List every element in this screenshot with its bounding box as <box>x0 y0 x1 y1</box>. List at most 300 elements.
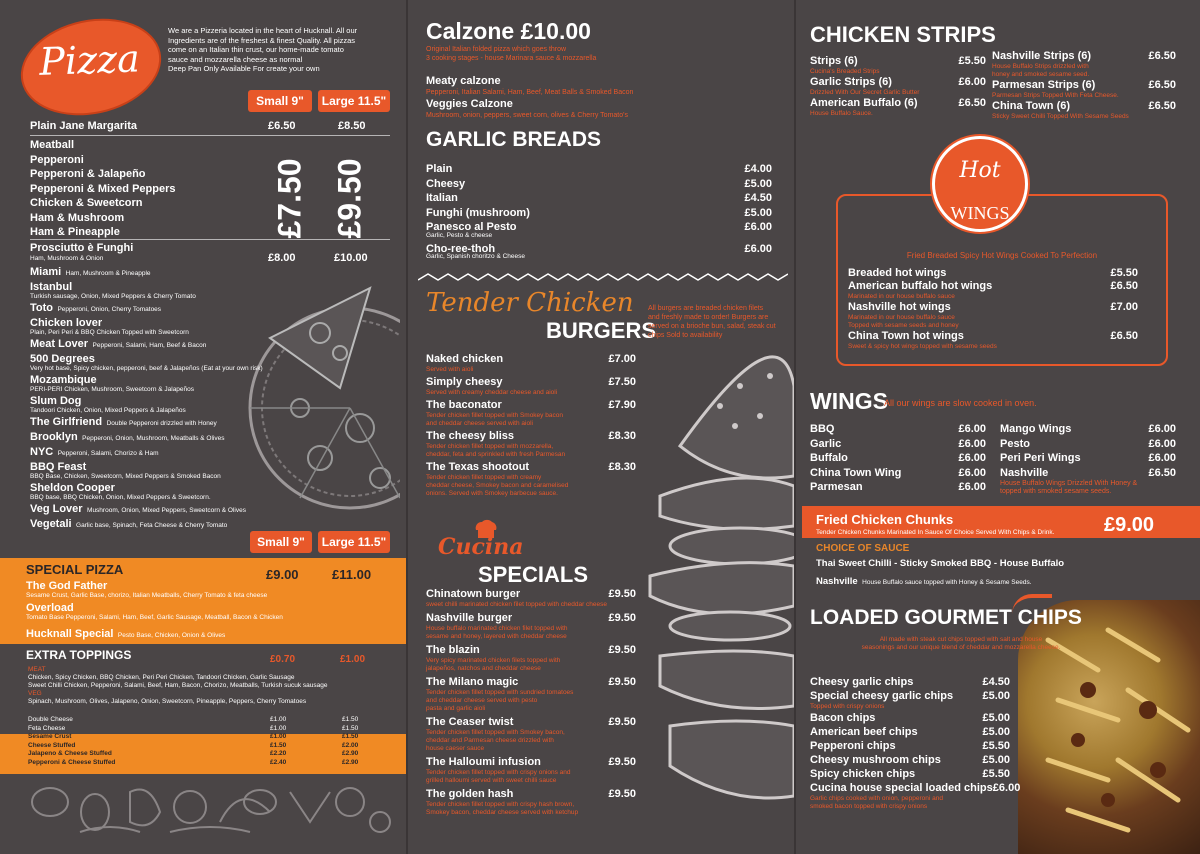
pizza-item-desc: Mushroom, Onion, Mixed Peppers, Sweetcorn & Olives <box>87 507 246 514</box>
menu-row <box>810 712 1010 725</box>
pizza-item-desc: Garlic base, Spinach, Feta Cheese & Cherry Tomato <box>76 522 228 529</box>
menu-row <box>426 399 636 412</box>
wings-title: WINGS <box>810 388 888 414</box>
extra-name: Double Cheese <box>28 716 73 723</box>
pizza-item-name: Chicken lover <box>30 317 103 329</box>
wing-row <box>1000 422 1176 437</box>
garlic-item-desc: Garlic, Spanish choritzo & Cheese <box>426 253 525 260</box>
menu-row <box>810 754 1010 767</box>
menu-item-desc: Served with aioli <box>426 366 474 373</box>
pizza-item <box>30 461 320 481</box>
menu-item-price: £8.30 <box>608 461 636 473</box>
menu-item-name: Cheesy garlic chips <box>810 676 914 688</box>
pizza-item <box>30 317 320 337</box>
menu-item-desc: Parmesan Strips Topped With Feta Cheese. <box>992 92 1119 99</box>
pizza-item-name: Miami <box>30 266 62 278</box>
wing-price: £6.00 <box>1148 437 1176 450</box>
menu-row <box>810 690 1010 703</box>
burger-sketch-illustration <box>640 326 794 854</box>
wing-row <box>1000 466 1176 481</box>
menu-item-price: £6.00 <box>958 76 986 88</box>
menu-row <box>426 353 636 366</box>
wings-right-list <box>1000 422 1176 480</box>
spacer <box>426 817 636 820</box>
menu-item-price: £6.50 <box>1110 280 1138 292</box>
wings-tagline: All our wings are slow cooked in oven. <box>884 398 1037 408</box>
menu-item-price: £9.50 <box>608 756 636 768</box>
menu-item-desc: pasta and garlic aioli <box>426 705 486 712</box>
menu-item-name: Simply cheesy <box>426 376 503 388</box>
hot-script: Hot <box>959 158 1001 183</box>
pizza-item-name: Slum Dog <box>30 395 82 407</box>
calzone-item-0: Meaty calzone <box>426 75 501 87</box>
menu-item-price: £6.50 <box>1110 330 1138 342</box>
pizza-item <box>30 302 320 314</box>
burgers-script-title: Tender Chicken <box>426 288 634 318</box>
menu-item-name: American beef chips <box>810 726 918 738</box>
hot-wings-tagline: Fried Breaded Spicy Hot Wings Cooked To Perfection <box>906 251 1098 260</box>
extra-row <box>28 716 368 725</box>
pizza-item-name: Veg Lover <box>30 503 83 515</box>
menu-row <box>426 788 636 801</box>
garlic-item-price: £4.50 <box>744 192 772 204</box>
pizza-item-name: BBQ Feast <box>30 461 87 473</box>
menu-item-price: £7.50 <box>608 376 636 388</box>
menu-row <box>810 55 986 68</box>
zigzag-divider <box>418 272 788 282</box>
extra-name: Jalapeno & Cheese Stuffed <box>28 750 112 757</box>
special-title: SPECIAL PIZZA <box>26 562 124 577</box>
chips-intro: All made with steak cut chips topped with salt and house seasonings and our unique blend of cheddar and mozzarella cheese. <box>861 636 1061 651</box>
garlic-row <box>426 162 772 177</box>
pizza-item-desc: BBQ base, BBQ Chicken, Onion, Mixed Peppers & Sweetcorn. <box>30 494 211 501</box>
wing-name: Garlic <box>810 437 842 450</box>
calzone-desc2: 3 cooking stages - house Marinara sauce & mozzarella <box>426 55 597 62</box>
menu-item-name: Garlic Strips (6) <box>810 76 892 88</box>
group1-large-price: £9.50 <box>331 158 368 239</box>
wing-price: £6.00 <box>958 466 986 479</box>
menu-row <box>426 644 636 657</box>
menu-row <box>848 301 1138 314</box>
garlic-item-name: Panesco al Pesto <box>426 221 517 233</box>
menu-row <box>810 782 1021 795</box>
menu-item-name: Bacon chips <box>810 712 876 724</box>
margarita-name: Plain Jane Margarita <box>30 120 137 132</box>
extra-row <box>28 750 368 759</box>
extras-list <box>28 716 368 767</box>
menu-item-desc: Topped with sesame seeds and honey <box>848 322 959 329</box>
menu-row <box>848 267 1138 280</box>
menu-row <box>848 280 1138 293</box>
menu-item-name: The Halloumi infusion <box>426 756 541 768</box>
menu-item-name: Nashville burger <box>426 612 513 624</box>
pizza-item <box>30 395 320 415</box>
menu-item-desc: grilled halloumi served with sweet chilli sauce <box>426 777 557 784</box>
funghi-large: £10.00 <box>334 252 368 264</box>
wing-price: £6.00 <box>958 423 986 435</box>
specials-list <box>426 588 636 820</box>
extra-row <box>28 759 368 768</box>
extra-small: £1.50 <box>270 741 287 749</box>
funghi-desc: Ham, Mushroom & Onion <box>30 255 104 262</box>
pizza-item-name: Brooklyn <box>30 431 78 443</box>
pizza-item-desc: Pepperoni, Salami, Ham, Beef & Bacon <box>92 342 207 349</box>
pizza-item <box>30 281 320 301</box>
extra-name: Feta Cheese <box>28 724 66 732</box>
menu-item-desc: Smokey bacon, cheddar cheese served with ketchup <box>426 809 579 816</box>
menu-item-name: The Milano magic <box>426 676 519 688</box>
specials-title: SPECIALS <box>478 562 589 587</box>
menu-item-price: £5.00 <box>982 754 1010 766</box>
chips-list <box>810 676 1021 812</box>
extra-name: Sesame Crust <box>28 733 72 740</box>
menu-item-name: The Texas shootout <box>426 461 530 473</box>
menu-item-price: £5.00 <box>982 690 1010 702</box>
wing-name: Buffalo <box>810 452 848 464</box>
menu-item-desc: cheddar, feta and sprinkled with fresh Parmesan <box>426 451 566 458</box>
menu-item-price: £9.50 <box>608 788 636 800</box>
menu-row <box>426 588 636 601</box>
pizza-item-name: The Girlfriend <box>30 416 103 428</box>
wings-left-list <box>810 422 986 495</box>
extra-large: £2.90 <box>342 758 359 766</box>
pizza-panel <box>0 0 406 854</box>
wing-row <box>810 451 986 466</box>
menu-item-name: Breaded hot wings <box>848 267 947 279</box>
garlic-list <box>426 162 772 263</box>
special-list: The God Father Sesame Crust, Garlic Base, chorizo, Italian Meatballs, Cherry Tomato & feta cheese Overload Tomato Base Pepperoni, Salami, Ham, Beef, Garlic Sausage, Meatball, Bacon & Chicken Hucknall Special Pesto Base, Chicken, Onion & Olives <box>26 580 283 640</box>
group2-list <box>30 266 320 533</box>
calzone-desc1: Original Italian folded pizza which goes throw <box>426 46 567 53</box>
pizza-item-name: Sheldon Cooper <box>30 482 115 494</box>
wing-name: China Town Wing <box>810 466 902 479</box>
pizza-item-desc: Pepperoni, Onion, Mushroom, Meatballs & Olives <box>82 435 225 442</box>
menu-item-desc: Marinated in our house buffalo sauce <box>848 293 955 300</box>
menu-item-name: Parmesan Strips (6) <box>992 79 1096 91</box>
menu-item-desc: Topped with crispy onions <box>810 703 885 710</box>
garlic-item-price: £5.00 <box>744 177 772 190</box>
specials-script-title: Cucina <box>438 534 524 560</box>
divider <box>30 239 390 240</box>
menu-row <box>992 100 1176 113</box>
size-large-button[interactable]: Large 11.5" <box>318 90 390 112</box>
pizza-item <box>30 353 320 373</box>
menu-item-price: £5.00 <box>982 712 1010 724</box>
menu-item-desc: sesame and honey, layered with cheddar cheese <box>426 633 567 640</box>
pizza-logo <box>14 9 168 126</box>
extra-row <box>28 742 368 751</box>
garlic-row <box>426 177 772 192</box>
wing-name: Mango Wings <box>1000 423 1072 435</box>
menu-row <box>426 716 636 729</box>
garlic-item-desc: Garlic, Pesto & cheese <box>426 231 493 239</box>
menu-item-price: £6.00 <box>992 782 1021 794</box>
garlic-title: GARLIC BREADS <box>426 128 602 151</box>
menu-item-name: Chinatown burger <box>426 588 521 600</box>
menu-item-price: £5.50 <box>982 768 1010 780</box>
chunks-price: £9.00 <box>1104 514 1155 536</box>
menu-item-desc: House Buffalo Strips drizzled with <box>992 63 1089 70</box>
wing-price: £6.00 <box>958 452 986 464</box>
menu-row <box>848 330 1138 343</box>
pizza-item-desc: Double Pepperoni drizzled with Honey <box>106 420 217 427</box>
menu-item-name: The cheesy bliss <box>426 430 515 442</box>
pizza-item-desc: Pepperoni, Salami, Chorizo & Ham <box>57 450 159 457</box>
pizza-item <box>30 416 320 428</box>
chips-title: LOADED GOURMET CHIPS <box>810 606 1082 629</box>
garlic-item-name: Funghi (mushroom) <box>426 206 530 219</box>
menu-item-name: American Buffalo (6) <box>810 97 918 109</box>
calzone-item-1-desc: Mushroom, onion, peppers, sweet corn, olives & Cherry Tomato's <box>426 112 628 119</box>
extra-small: £1.00 <box>270 716 287 723</box>
wing-price: £6.00 <box>1148 423 1176 435</box>
extra-name: Cheese Stuffed <box>28 741 76 749</box>
menu-item-name: Nashville Strips (6) <box>992 50 1092 62</box>
strips-right-list <box>992 50 1176 121</box>
group1-small-price: £7.50 <box>271 158 308 239</box>
wing-row <box>810 480 986 495</box>
menu-item-desc: Drizzled With Our Secret Garlic Butter <box>810 89 920 96</box>
pizza-item-name: Vegetali <box>30 518 72 530</box>
pizza-item-name: NYC <box>30 446 54 458</box>
calzone-item-0-desc: Pepperoni, Italian Salami, Ham, Beef, Meat Balls & Smoked Bacon <box>426 89 634 96</box>
size-small-button[interactable]: Small 9" <box>248 90 312 112</box>
wing-row <box>810 437 986 452</box>
menu-item-name: Special cheesy garlic chips <box>810 690 954 702</box>
chunks-title: Fried Chicken Chunks <box>816 512 954 527</box>
menu-item-name: The golden hash <box>426 788 514 800</box>
menu-item-desc: and cheddar cheese served with aioli <box>426 420 533 427</box>
menu-item-name: China Town hot wings <box>848 330 964 342</box>
vegetable-sketch-illustration <box>20 772 400 842</box>
menu-item-desc: House Buffalo Sauce. <box>810 110 873 117</box>
extra-large: £1.50 <box>342 724 359 732</box>
garlic-item-name: Plain <box>426 163 453 175</box>
pizza-logo-text: Pizza <box>38 36 141 84</box>
menu-row <box>426 676 636 689</box>
wings-nash-desc-1: topped with smoked sesame seeds. <box>1000 488 1112 495</box>
menu-item-desc: cheddar and Parmesan cheese drizzled with <box>426 737 554 744</box>
group1-list: Meatball Pepperoni Pepperoni & Jalapeño Pepperoni & Mixed Peppers Chicken & Sweetcorn Ham & Mushroom Ham & Pineapple <box>30 139 176 238</box>
extra-large: £2.90 <box>342 750 359 757</box>
menu-item-desc: Garlic chips cooked with onion, pepperoni and <box>810 795 943 802</box>
pizza-item <box>30 482 320 502</box>
menu-item-price: £5.50 <box>1110 267 1138 279</box>
pizza-item-name: Istanbul <box>30 281 73 293</box>
wing-price: £6.50 <box>1148 466 1176 479</box>
wing-name: Parmesan <box>810 481 863 493</box>
pizza-item-desc: Ham, Mushroom & Pineapple <box>65 270 151 277</box>
pizza-item-name: 500 Degrees <box>30 353 95 365</box>
strips-left-list <box>810 55 986 118</box>
wing-row <box>1000 437 1176 452</box>
garlic-row <box>426 206 772 221</box>
menu-row <box>992 79 1176 92</box>
extra-row <box>28 725 368 734</box>
wing-row <box>810 422 986 437</box>
extra-large: £1.50 <box>342 716 359 723</box>
extra-small: £1.00 <box>270 724 287 732</box>
pizza-item <box>30 374 320 394</box>
garlic-item-price: £6.00 <box>744 221 772 233</box>
spacer <box>426 498 636 500</box>
right-panel <box>796 0 1200 854</box>
menu-item-name: Nashville hot wings <box>848 301 951 313</box>
menu-item-desc: Served with creamy cheddar cheese and aioli <box>426 389 558 396</box>
garlic-item-price: £4.00 <box>744 163 772 175</box>
menu-item-desc: cheddar cheese, Smokey bacon and caramelised <box>426 482 569 489</box>
wing-name: Pesto <box>1000 437 1030 450</box>
garlic-item-name: Cho-ree-thoh <box>426 242 496 255</box>
menu-item-desc: Sticky Sweet Chilli Topped With Sesame Seeds <box>992 113 1129 120</box>
menu-item-desc: Tender chicken fillet topped with crispy onions and <box>426 769 571 776</box>
menu-item-desc: Sweet & spicy hot wings topped with sesame seeds <box>848 343 997 350</box>
middle-panel <box>408 0 794 854</box>
special-large: £11.00 <box>332 567 372 582</box>
garlic-item-name: Cheesy <box>426 177 466 190</box>
menu-item-price: £6.50 <box>958 97 986 109</box>
menu-row <box>426 612 636 625</box>
pizza-item-desc: Pepperoni, Onion, Cherry Tomatoes <box>57 306 162 313</box>
pizza-item <box>30 518 320 530</box>
menu-row <box>426 756 636 769</box>
menu-item-desc: Marinated in our house buffalo sauce <box>848 314 955 321</box>
pizza-item-name: Mozambique <box>30 374 97 386</box>
menu-item-price: £5.50 <box>958 55 986 67</box>
menu-item-desc: House buffalo marinated chicken filet topped with <box>426 625 568 632</box>
menu-item-price: £9.50 <box>608 612 636 624</box>
menu-row <box>810 740 1010 753</box>
menu-item-price: £6.50 <box>1148 79 1176 91</box>
wing-name: BBQ <box>810 423 835 435</box>
hot-wings-list <box>848 267 1138 351</box>
margarita-small: £6.50 <box>268 120 296 132</box>
menu-item-price: £7.00 <box>1110 301 1138 313</box>
chunks-nash: Nashville House Buffalo sauce topped with Honey & Sesame Seeds. <box>816 576 1032 587</box>
toppings-large: £1.00 <box>340 654 366 665</box>
menu-item-name: Naked chicken <box>426 353 504 365</box>
menu-row <box>810 676 1010 689</box>
funghi-name: Prosciutto è Funghi <box>30 242 134 254</box>
size-large-button-2[interactable]: Large 11.5" <box>318 531 390 553</box>
menu-item-name: The baconator <box>426 399 502 411</box>
extra-small: £2.20 <box>270 750 287 757</box>
burgers-intro: All burgers are breaded chicken filets and freshly made to order! Burgers are served on a brioche bun, salad, steak cut chips Sold to availability <box>648 305 776 339</box>
menu-item-name: Strips (6) <box>810 55 858 67</box>
garlic-item-name: Italian <box>426 192 458 204</box>
garlic-row <box>426 191 772 206</box>
size-small-button-2[interactable]: Small 9" <box>250 531 312 553</box>
menu-item-desc: Tender chicken fillet topped with Smokey bacon <box>426 412 563 419</box>
menu-item-name: The Ceaser twist <box>426 716 514 728</box>
calzone-title: Calzone £10.00 <box>426 18 591 44</box>
menu-item-desc: honey and smoked sesame seed. <box>992 71 1090 78</box>
menu-row <box>810 97 986 110</box>
toppings-list: MEAT Chicken, Spicy Chicken, BBQ Chicken, Peri Peri Chicken, Tandoori Chicken, Garlic Sausage Sweet Chilli Chicken, Pepperoni, Salami, Beef, Ham, Bacon, Chorizo, Meatballs, Turkish sucuk sausage VEG Spinach, Mushroom, Olives, Jalapeno, Onion, Sweetcorn, Pineapple, Peppers, Cherry Tomatoes <box>28 666 328 705</box>
menu-item-price: £6.50 <box>1148 100 1176 112</box>
extra-small: £2.40 <box>270 758 287 766</box>
extra-large: £2.00 <box>342 741 359 749</box>
menu-item-desc: Tender chicken fillet topped with creamy <box>426 474 542 481</box>
menu-item-desc: Tender chicken fillet topped with mozzarella, <box>426 443 554 450</box>
extra-large: £1.50 <box>342 733 359 740</box>
menu-item-desc: sweet chilli marinated chicken filet topped with cheddar cheese <box>426 601 608 608</box>
menu-item-price: £7.90 <box>608 399 636 411</box>
menu-row <box>810 726 1010 739</box>
menu-item-price: £4.50 <box>982 676 1010 688</box>
spacer <box>810 811 1010 812</box>
pizza-item-desc: BBQ Base, Chicken, Sweetcorn, Mixed Peppers & Smoked Bacon <box>30 473 221 480</box>
pizza-intro: We are a Pizzeria located in the heart of Hucknall. All our Ingredients are of the freshest & finest Quality. All pizzas come on an Italian thin crust, our home-made tomato sauce and mozzarella cheese as normal Deep Pan Only Available For create your own <box>168 26 358 73</box>
menu-row <box>810 76 986 89</box>
garlic-item-price: £6.00 <box>744 242 772 255</box>
menu-item-desc: Tender chicken fillet topped with Smokey bacon, <box>426 729 565 736</box>
calzone-item-1: Veggies Calzone <box>426 98 513 110</box>
menu-item-price: £7.00 <box>608 353 636 365</box>
menu-item-name: Spicy chicken chips <box>810 768 916 780</box>
menu-item-price: £9.50 <box>608 588 636 600</box>
menu-row <box>992 50 1176 63</box>
wing-price: £6.00 <box>958 437 986 450</box>
pizza-item-desc: Very hot base, Spicy chicken, pepperoni, beef & Jalapeños (Eat at your own risk) <box>30 365 263 372</box>
menu-item-name: China Town (6) <box>992 100 1071 112</box>
burgers-title: BURGERS <box>546 318 657 343</box>
menu-item-desc: Tender chicken fillet topped with sundried tomatoes <box>426 689 574 696</box>
toppings-small: £0.70 <box>270 654 296 665</box>
funghi-small: £8.00 <box>268 252 296 264</box>
wing-price: £6.00 <box>958 481 986 493</box>
menu-row <box>426 430 636 443</box>
wing-row <box>810 466 986 481</box>
pizza-item-desc: PERI-PERI Chicken, Mushroom, Sweetcorn & Jalapeños <box>30 386 195 393</box>
chunks-desc: Tender Chicken Chunks Marinated In Sauce Of Choice Served With Chips & Drink. <box>816 529 1055 536</box>
menu-item-desc: jalapeños, natchos and cheddar cheese <box>426 665 541 672</box>
menu-item-desc: Very spicy marinated chicken filets topped with <box>426 657 561 664</box>
wing-row <box>1000 451 1176 466</box>
menu-item-price: £8.30 <box>608 430 636 442</box>
chunks-sauces: Thai Sweet Chilli - Sticky Smoked BBQ - House Buffalo <box>816 558 1065 569</box>
menu-item-name: Pepperoni chips <box>810 740 896 752</box>
hot-wings-title: WINGS <box>950 203 1010 223</box>
menu-item-desc: smoked bacon topped with crispy onions <box>810 803 928 810</box>
wings-nash-desc-0: House Buffalo Wings Drizzled With Honey & <box>1000 480 1138 487</box>
menu-item-name: American buffalo hot wings <box>848 280 993 292</box>
menu-item-name: Cucina house special loaded chips <box>810 782 993 794</box>
chunks-choice: CHOICE OF SAUCE <box>816 543 910 554</box>
menu-item-desc: onions. Served with Smokey barbecue sauce. <box>426 490 558 497</box>
pizza-item-name: Meat Lover <box>30 338 89 350</box>
menu-item-price: £6.50 <box>1148 50 1176 62</box>
menu-item-price: £5.50 <box>982 740 1010 752</box>
menu-item-desc: Cucina's Breaded Strips <box>810 68 880 75</box>
extra-small: £1.00 <box>270 733 287 740</box>
menu-item-price: £9.50 <box>608 676 636 688</box>
wing-name: Nashville <box>1000 466 1049 479</box>
pizza-item-desc: Plain, Peri Peri & BBQ Chicken Topped with Sweetcorn <box>30 329 189 336</box>
menu-item-desc: house caeser sauce <box>426 745 485 752</box>
pizza-item <box>30 338 320 350</box>
pizza-item <box>30 431 320 443</box>
pizza-item-desc: Tandoori Chicken, Onion, Mixed Peppers & Jalapeños <box>30 407 186 414</box>
menu-row <box>426 376 636 389</box>
menu-row <box>426 461 636 474</box>
menu-item-name: Cheesy mushroom chips <box>810 754 941 766</box>
menu-item-price: £9.50 <box>608 644 636 656</box>
garlic-item-price: £5.00 <box>744 206 772 219</box>
menu-item-price: £9.50 <box>608 716 636 728</box>
pizza-item <box>30 446 320 458</box>
extra-row <box>28 733 368 742</box>
